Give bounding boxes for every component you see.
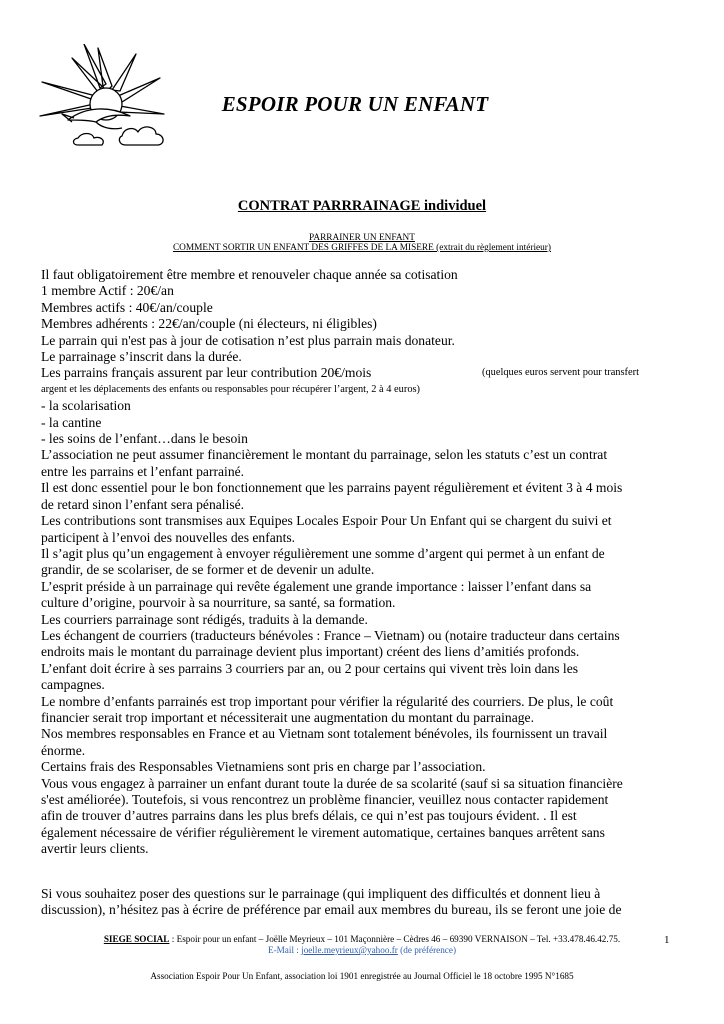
paragraph-gap	[41, 858, 681, 886]
body-line-text: Les parrains français assurent par leur contribution 20€/mois	[41, 365, 372, 381]
body-line: endroits mais le montant du parrainage devient plus important) créent des liens d’amitiés profonds.	[41, 644, 580, 660]
body-line: financier serait trop important et nécessiterait une augmentation du montant du parrainage.	[41, 709, 534, 725]
body-line: Les contributions sont transmises aux Equipes Locales Espoir Pour Un Enfant qui se chargent du suivi et	[41, 513, 612, 529]
body-line	[41, 365, 681, 381]
organization-title: ESPOIR POUR UN ENFANT	[221, 92, 489, 116]
body-line: entre les parrains et l’enfant parrainé.	[41, 463, 245, 479]
body-line: Le parrainage s’inscrit dans la durée.	[41, 349, 242, 365]
body-line: culture d’origine, pourvoir à sa nourriture, sa santé, sa formation.	[41, 595, 396, 611]
body-line: Nos membres responsables en France et au Vietnam sont totalement bénévoles, ils fournissent un travail	[41, 726, 608, 742]
footer-association-line: Association Espoir Pour Un Enfant, association loi 1901 enregistrée au Journal Officiel le 18 octobre 1995 N°1685	[150, 971, 574, 981]
footer-email	[0, 945, 724, 955]
body-line: Le nombre d’enfants parrainés est trop important pour vérifier la régularité des courriers. De plus, le coût	[41, 693, 614, 709]
contract-body	[41, 267, 681, 918]
contract-title: CONTRAT PARRRAINAGE individuel	[237, 198, 487, 214]
body-line: L’enfant doit écrire à ses parrains 3 courriers par an, ou 2 pour certains qui vivent très loin dans les	[41, 660, 579, 676]
body-line: Certains frais des Responsables Vietnamiens sont pris en charge par l’association.	[41, 759, 486, 775]
body-line: Les échangent de courriers (traducteurs bénévoles : France – Vietnam) ou (notaire traducteur dans certains	[41, 627, 620, 643]
body-line: Il s’agit plus qu’un engagement à envoyer régulièrement une somme d’argent qui permet à un enfant de	[41, 545, 605, 561]
body-line: avertir leurs clients.	[41, 841, 149, 857]
body-line-note: argent et les déplacements des enfants ou responsables pour récupérer l’argent, 2 à 4 euros)	[41, 383, 421, 395]
body-line: Les courriers parrainage sont rédigés, traduits à la demande.	[41, 611, 368, 627]
body-line: L’esprit préside à un parrainage qui revête également une grande importance : laisser l’enfant dans sa	[41, 578, 592, 594]
subtitle-line-1: PARRAINER UN ENFANT	[309, 233, 415, 243]
body-line: Le parrain qui n'est pas à jour de cotisation n’est plus parrain mais donateur.	[41, 332, 455, 348]
body-line: Il faut obligatoirement être membre et renouveler chaque année sa cotisation	[41, 267, 458, 282]
body-line-note: (quelques euros servent pour transfert	[482, 367, 639, 379]
body-line: s'est améliorée). Toutefois, si vous rencontrez un problème financier, veuillez nous contacter rapidement	[41, 792, 609, 807]
body-line: - la scolarisation	[41, 398, 131, 414]
body-line: Membres adhérents : 22€/an/couple (ni électeurs, ni éligibles)	[41, 316, 377, 332]
body-line: L’association ne peut assumer financièrement le montant du parrainage, selon les statuts c’est un contrat	[41, 447, 608, 463]
body-line: de retard sinon l’enfant sera pénalisé.	[41, 496, 245, 512]
body-line: campagnes.	[41, 677, 105, 693]
body-line: discussion), n’hésitez pas à écrire de préférence par email aux membres du bureau, ils se feront une joie de	[41, 902, 622, 918]
body-line: Il est donc essentiel pour le bon fonctionnement que les parrains payent régulièrement et évitent 3 à 4 mois	[41, 480, 623, 496]
body-line: grandir, de se scolariser, de se former et de devenir un adulte.	[41, 562, 375, 578]
body-line: afin de trouver d’autres parrains dans les plus brefs délais, ce qui n’est pas toujours évident. . Il est	[41, 808, 577, 824]
email-link[interactable]: joelle.meyrieux@yahoo.fr	[301, 945, 398, 955]
footer-email-note: (de préférence)	[397, 945, 457, 955]
footer-siege-text: : Espoir pour un enfant – Joëlle Meyrieux – 101 Maçonnière – Cèdres 46 – 69390 VERNAISON – Tel. +33.478.46.42.75.	[169, 934, 621, 944]
body-line: - la cantine	[41, 414, 102, 430]
body-line: participent à l’envoi des nouvelles des enfants.	[41, 529, 296, 545]
sun-bird-logo-icon	[38, 44, 168, 149]
body-line: Membres actifs : 40€/an/couple	[41, 299, 213, 315]
footer-siege-label: SIEGE SOCIAL	[103, 934, 170, 944]
body-line: 1 membre Actif : 20€/an	[41, 283, 174, 299]
footer-email-label: E-Mail :	[267, 945, 302, 955]
body-line: Si vous souhaitez poser des questions sur le parrainage (qui impliquent des difficultés et donnent lieu à	[41, 885, 601, 901]
page-number: 1	[664, 934, 670, 946]
body-line: également nécessaire de vérifier régulièrement le virement automatique, certaines banques arrêtent sans	[41, 824, 605, 840]
body-line: Vous vous engagez à parrainer un enfant durant toute la durée de sa scolarité (sauf si sa situation financière	[41, 775, 623, 791]
body-line: énorme.	[41, 742, 86, 758]
footer-address	[0, 934, 724, 944]
body-line: - les soins de l’enfant…dans le besoin	[41, 431, 248, 447]
subtitle-line-2: COMMENT SORTIR UN ENFANT DES GRIFFES DE LA MISERE (extrait du règlement intérieur)	[172, 243, 551, 253]
